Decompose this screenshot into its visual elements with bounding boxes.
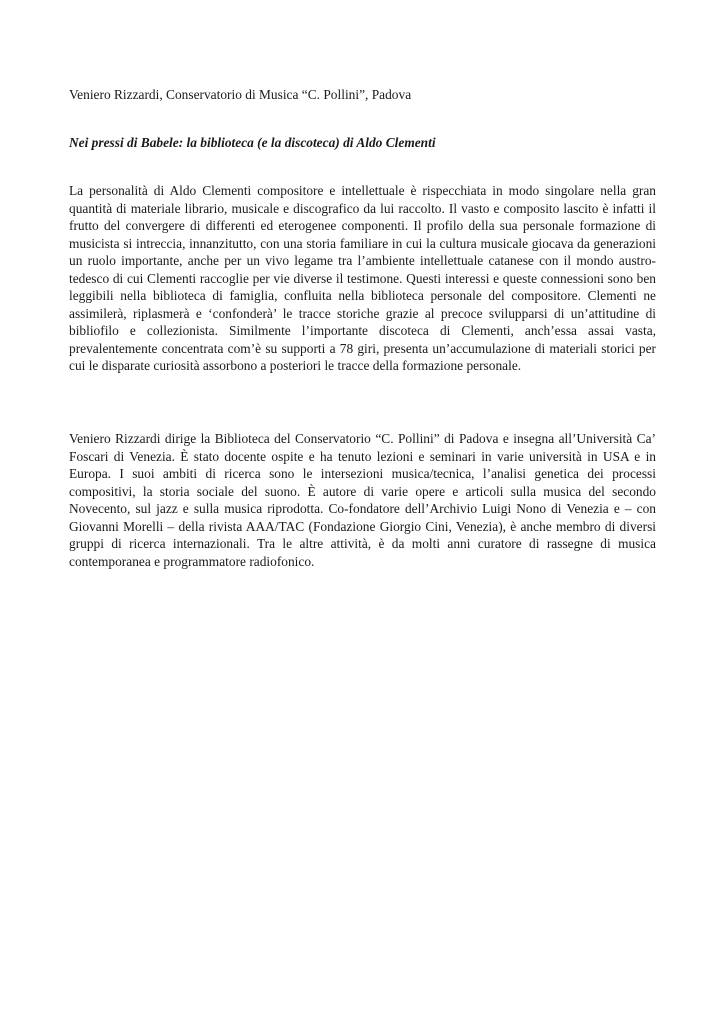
author-bio-paragraph: Veniero Rizzardi dirige la Biblioteca del Conservatorio “C. Pollini” di Padova e insegna all’Università Ca’ Foscari di Venezia. È stato docente ospite e ha tenuto lezioni e seminari in varie università in USA e in Europa. I suoi ambiti di ricerca sono le intersezioni musica/tecnica, l’analisi genetica dei processi compositivi, la storia sociale del suono. È autore di varie opere e articoli sulla musica del secondo Novecento, sul jazz e sulla musica riprodotta. Co-fondatore dell’Archivio Luigi Nono di Venezia e – con Giovanni Morelli – della rivista AAA/TAC (Fondazione Giorgio Cini, Venezia), è anche membro di diversi gruppi di ricerca internazionali. Tra le altre attività, è da molti anni curatore di rassegne di musica contemporanea e programmatore radiofonico. [69, 431, 656, 569]
author-affiliation: Veniero Rizzardi, Conservatorio di Musica “C. Pollini”, Padova [69, 87, 412, 102]
document-title: Nei pressi di Babele: la biblioteca (e la discoteca) di Aldo Clementi [69, 135, 436, 150]
abstract-paragraph: La personalità di Aldo Clementi compositore e intellettuale è rispecchiata in modo singolare nella gran quantità di materiale librario, musicale e discografico da lui raccolto. Il vasto e composito lascito è infatti il frutto del convergere di differenti ed eterogenee componenti. Il profilo della sua personale formazione di musicista si intreccia, innanzitutto, con una storia familiare in cui la cultura musicale giocava da generazioni un ruolo importante, anche per un vivo legame tra l’ambiente intellettuale catanese con il mondo austro-tedesco di cui Clementi raccoglie per vie diverse il testimone. Questi interessi e queste connessioni sono ben leggibili nella biblioteca di famiglia, confluita nella biblioteca personale del compositore. Clementi ne assimilerà, riplasmerà e ‘confonderà’ le tracce storiche grazie al precoce svilupparsi di un’attitudine di bibliofilo e collezionista. Similmente l’importante discoteca di Clementi, anch’essa assai vasta, prevalentemente concentrata com’è su supporti a 78 giri, presenta un’accumulazione di materiali storici per cui le disparate curiosità assorbono a posteriori le tracce della formazione personale. [69, 183, 656, 373]
